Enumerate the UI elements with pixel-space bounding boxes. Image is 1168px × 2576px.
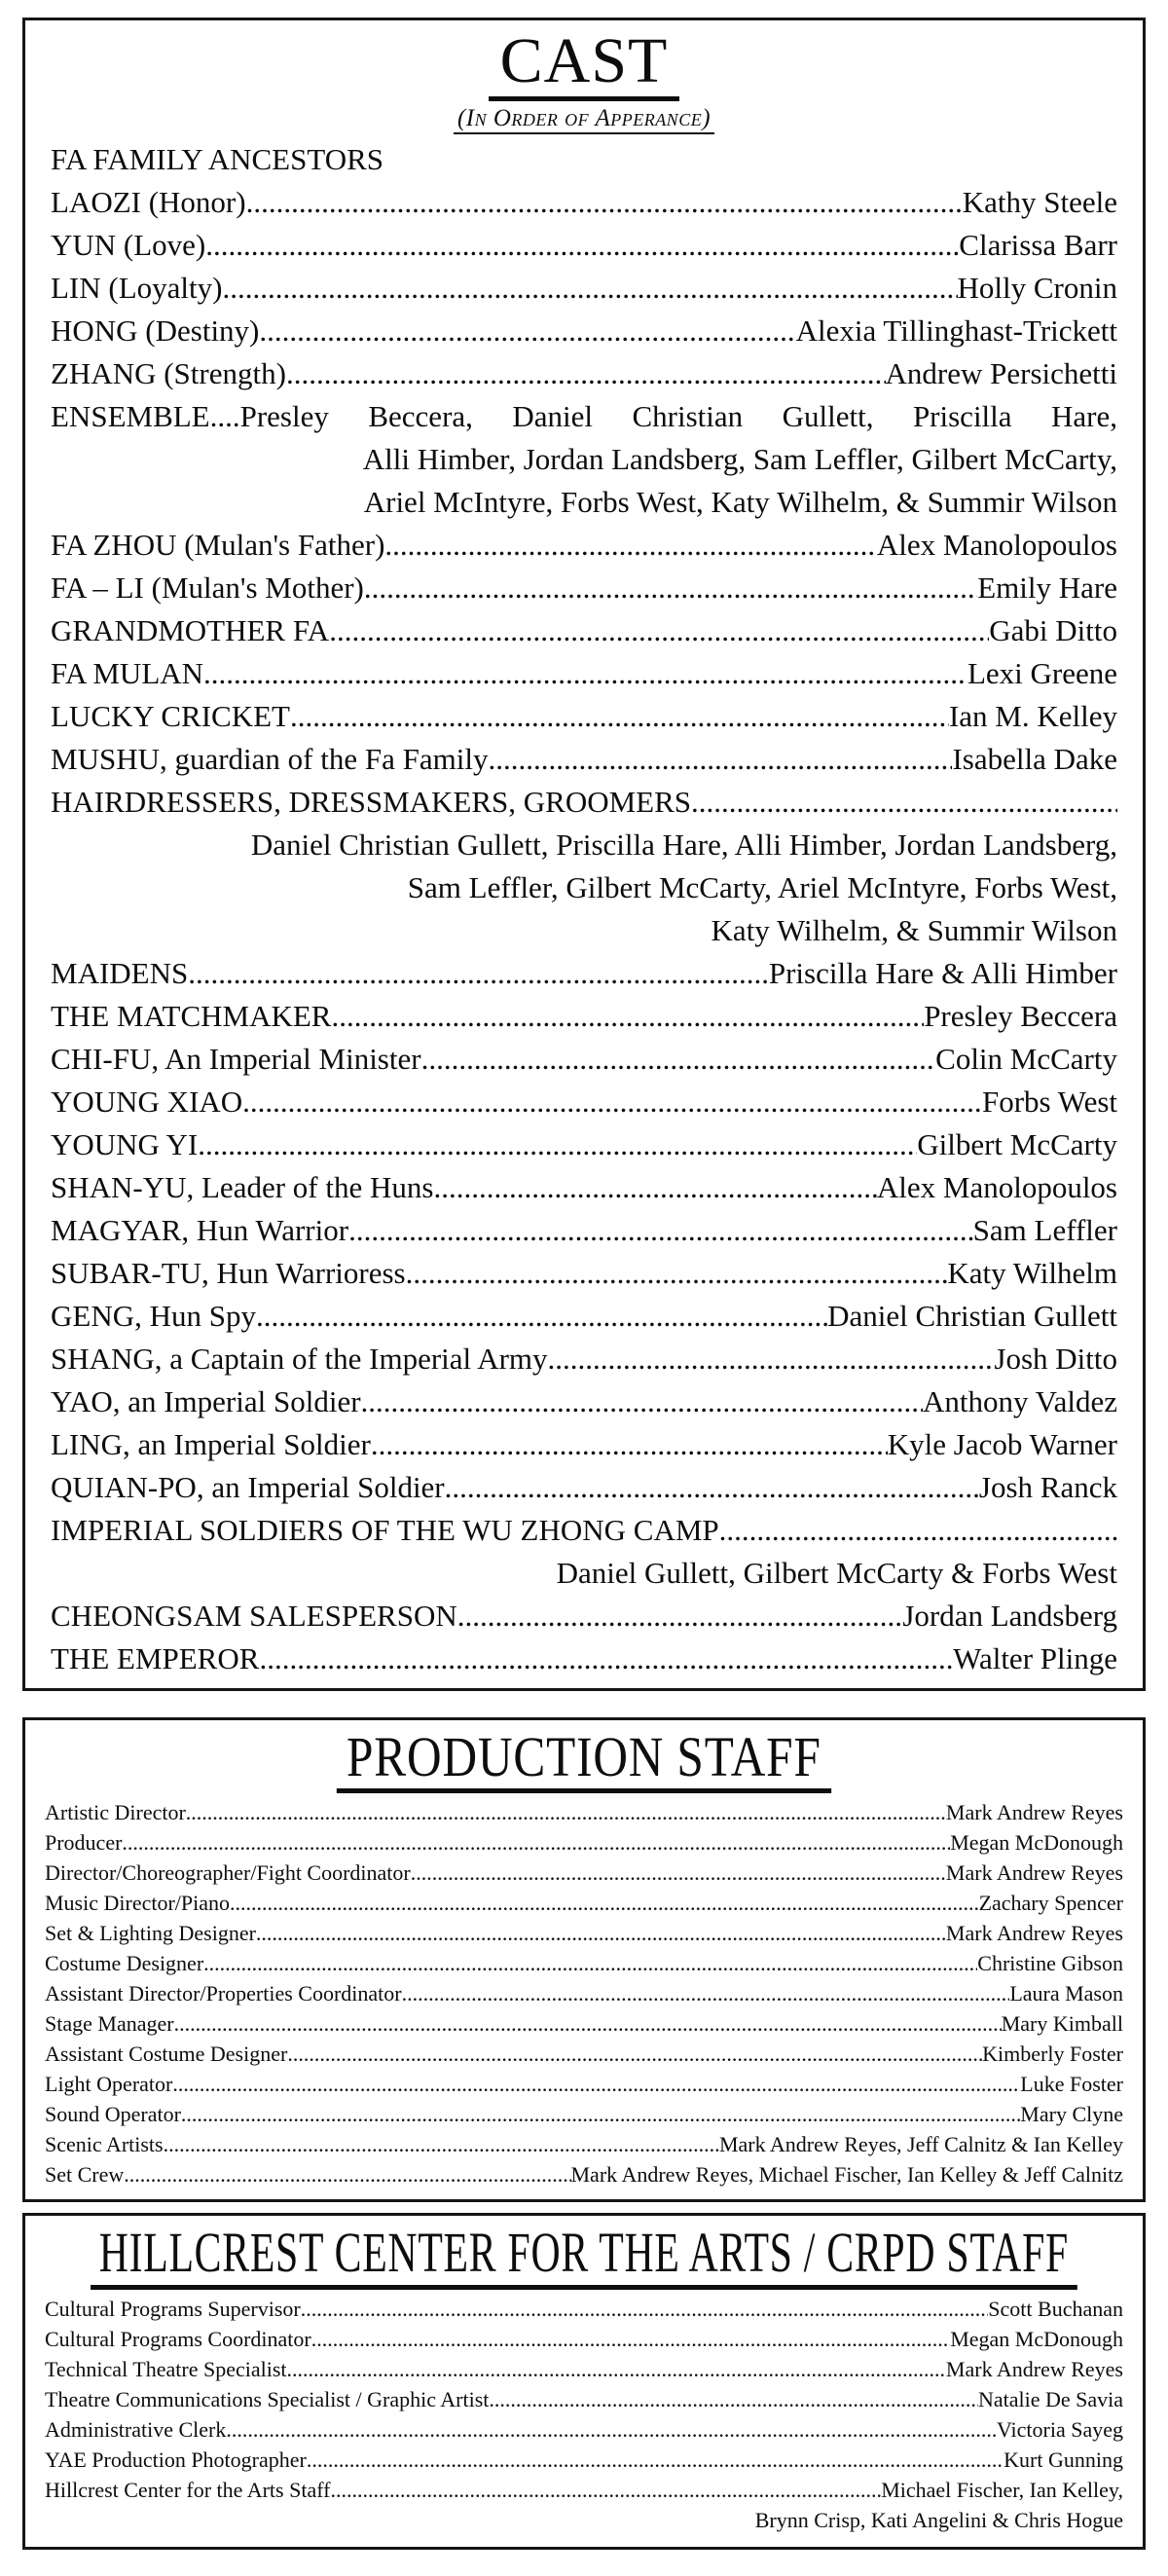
actor-name: Katy Wilhelm	[947, 1256, 1117, 1291]
credit-row	[45, 1797, 1123, 1827]
role-label: Sound Operator	[45, 2102, 181, 2127]
role-label: Set Crew	[45, 2162, 125, 2188]
continuation-line: Brynn Crisp, Kati Angelini & Chris Hogue	[754, 2507, 1123, 2532]
dot-leader	[307, 2445, 1004, 2475]
actor-name: Presley Beccera	[924, 999, 1117, 1034]
actor-name: Alex Manolopoulos	[876, 1170, 1117, 1205]
credit-row	[45, 2069, 1123, 2099]
actor-name: Clarissa Barr	[959, 228, 1117, 263]
credit-row	[51, 1295, 1117, 1338]
continuation-line: ENSEMBLE....Presley Beccera, Daniel Christian Gullett, Priscilla Hare,	[51, 399, 1117, 434]
dot-leader	[122, 1827, 950, 1858]
credit-row	[45, 2099, 1123, 2129]
continuation-line: Ariel McIntyre, Forbs West, Katy Wilhelm, & Summir Wilson	[363, 485, 1117, 520]
role-label: GRANDMOTHER FA	[51, 613, 330, 648]
actor-name: Mark Andrew Reyes, Jeff Calnitz & Ian Kelley	[718, 2132, 1123, 2157]
dot-leader	[181, 2099, 1020, 2129]
credit-row	[51, 1509, 1117, 1552]
dot-leader	[445, 1466, 979, 1509]
dot-leader	[164, 2129, 719, 2159]
dot-leader	[433, 1166, 876, 1209]
dot-leader	[364, 567, 977, 609]
actor-name: Josh Ditto	[994, 1342, 1117, 1377]
actor-name: Sam Leffler	[972, 1213, 1117, 1248]
role-label: SUBAR-TU, Hun Warrioress	[51, 1256, 406, 1291]
cast-subtitle: (In Order of Apperance)	[454, 105, 714, 134]
actor-name: Andrew Persichetti	[885, 356, 1117, 391]
dot-leader	[259, 1638, 953, 1680]
actor-name: Ian M. Kelley	[948, 699, 1117, 734]
credit-row	[51, 781, 1117, 824]
actor-name: Mark Andrew Reyes	[945, 1860, 1123, 1886]
actor-name: Anthony Valdez	[922, 1384, 1117, 1419]
role-label: SHANG, a Captain of the Imperial Army	[51, 1342, 548, 1377]
credit-row	[51, 1595, 1117, 1638]
cast-title-wrap	[51, 25, 1117, 101]
credit-row	[45, 2414, 1123, 2445]
actor-name: Alexia Tillinghast-Trickett	[795, 313, 1117, 349]
credit-row	[51, 695, 1117, 738]
credit-row	[45, 1978, 1123, 2008]
actor-name: Christine Gibson	[977, 1951, 1123, 1976]
dot-leader	[186, 1797, 946, 1827]
credit-row	[51, 1338, 1117, 1380]
dot-leader	[124, 2159, 570, 2190]
actor-name: Josh Ranck	[978, 1470, 1117, 1505]
actor-name: Colin McCarty	[935, 1042, 1117, 1077]
dot-leader	[402, 1978, 1010, 2008]
credit-row	[51, 652, 1117, 695]
program-content	[22, 18, 1146, 2550]
dot-leader	[384, 524, 876, 567]
credit-row	[45, 2445, 1123, 2475]
actor-name: Luke Foster	[1020, 2072, 1123, 2097]
role-label: Hillcrest Center for the Arts Staff	[45, 2477, 331, 2502]
dot-leader	[691, 781, 1117, 824]
role-label: Cultural Programs Supervisor	[45, 2296, 301, 2321]
actor-name: Kurt Gunning	[1004, 2447, 1123, 2472]
continuation-line: Katy Wilhelm, & Summir Wilson	[711, 913, 1117, 948]
role-label: IMPERIAL SOLDIERS OF THE WU ZHONG CAMP	[51, 1513, 719, 1548]
dot-leader	[205, 224, 959, 267]
hillcrest-staff-title: HILLCREST CENTER FOR THE ARTS / CRPD STAFF	[91, 2224, 1077, 2289]
actor-name: Emily Hare	[977, 570, 1117, 606]
role-label: THE EMPEROR	[51, 1641, 260, 1676]
credit-row	[45, 1888, 1123, 1918]
production-title-wrap	[45, 1725, 1123, 1793]
actor-name: Daniel Christian Gullett	[827, 1299, 1117, 1334]
dot-leader	[287, 2039, 982, 2069]
hillcrest-staff-list	[45, 2294, 1123, 2535]
actor-name: Natalie De Savia	[977, 2386, 1123, 2411]
role-label: LIN (Loyalty)	[51, 271, 223, 306]
dot-leader	[242, 1081, 982, 1123]
credit-row	[51, 1466, 1117, 1509]
credit-row	[51, 1209, 1117, 1252]
role-label: YAO, an Imperial Soldier	[51, 1384, 361, 1419]
actor-name: Gilbert McCarty	[917, 1127, 1117, 1162]
actor-name: Lexi Greene	[967, 656, 1117, 691]
production-staff-list	[45, 1797, 1123, 2190]
credit-row	[45, 2475, 1123, 2505]
role-label: LUCKY CRICKET	[51, 699, 290, 734]
actor-name: Mark Andrew Reyes	[945, 1800, 1123, 1825]
dot-leader	[172, 2069, 1020, 2099]
credit-row	[51, 1252, 1117, 1295]
actor-name: Isabella Dake	[952, 742, 1117, 777]
dot-leader	[488, 738, 952, 781]
cast-section	[22, 18, 1146, 1691]
dot-leader	[406, 1252, 948, 1295]
role-label: HAIRDRESSERS, DRESSMAKERS, GROOMERS	[51, 785, 692, 820]
actor-name: Kyle Jacob Warner	[887, 1427, 1117, 1462]
credit-row	[51, 181, 1117, 224]
actor-name: Forbs West	[981, 1085, 1117, 1120]
credit-row	[51, 952, 1117, 995]
actor-name: Megan McDonough	[950, 1830, 1123, 1856]
credit-row	[51, 267, 1117, 310]
role-label: GENG, Hun Spy	[51, 1299, 256, 1334]
continuation-line: Daniel Christian Gullett, Priscilla Hare, Alli Himber, Jordan Landsberg,	[250, 828, 1117, 863]
actor-name: Kathy Steele	[962, 185, 1117, 220]
credit-row	[45, 2159, 1123, 2190]
role-label: Theatre Communications Specialist / Graphic Artist	[45, 2386, 490, 2411]
role-label: HONG (Destiny)	[51, 313, 260, 349]
hillcrest-staff-section	[22, 2213, 1146, 2549]
credit-row	[51, 1166, 1117, 1209]
hillcrest-title-wrap	[45, 2221, 1123, 2289]
credit-row	[51, 1423, 1117, 1466]
cast-title: CAST	[489, 28, 680, 101]
dot-leader	[489, 2384, 978, 2414]
credit-row	[51, 224, 1117, 267]
actor-name: Alex Manolopoulos	[876, 528, 1117, 563]
dot-leader	[230, 1888, 979, 1918]
production-staff-title: PRODUCTION STAFF	[337, 1728, 831, 1793]
actor-name: Mary Kimball	[1001, 2011, 1123, 2037]
continuation-line: Sam Leffler, Gilbert McCarty, Ariel McIntyre, Forbs West,	[407, 870, 1117, 905]
role-label: Cultural Programs Coordinator	[45, 2326, 311, 2351]
role-label: Producer	[45, 1830, 123, 1856]
credit-row	[51, 995, 1117, 1038]
credit-row	[51, 352, 1117, 395]
role-label: YAE Production Photographer	[45, 2447, 307, 2472]
role-label: Set & Lighting Designer	[45, 1921, 256, 1946]
credit-row	[45, 2008, 1123, 2039]
actor-name: Scott Buchanan	[988, 2296, 1123, 2321]
role-label: FA MULAN	[51, 656, 204, 691]
role-label: YOUNG XIAO	[51, 1085, 243, 1120]
credit-row	[45, 1827, 1123, 1858]
role-label: FA – LI (Mulan's Mother)	[51, 570, 364, 606]
credit-row	[51, 609, 1117, 652]
credit-row	[51, 1380, 1117, 1423]
dot-leader	[203, 652, 967, 695]
role-label: Assistant Costume Designer	[45, 2042, 288, 2067]
role-label: FA ZHOU (Mulan's Father)	[51, 528, 385, 563]
dot-leader	[256, 1295, 827, 1338]
role-label: Administrative Clerk	[45, 2416, 227, 2442]
role-label: YUN (Love)	[51, 228, 206, 263]
credit-row	[51, 738, 1117, 781]
credit-row	[45, 1858, 1123, 1888]
dot-leader	[246, 181, 963, 224]
role-label: MAIDENS	[51, 956, 189, 991]
role-label: Scenic Artists	[45, 2132, 164, 2157]
dot-leader	[548, 1338, 995, 1380]
credit-row	[51, 524, 1117, 567]
role-label: Artistic Director	[45, 1800, 186, 1825]
dot-leader	[361, 1380, 923, 1423]
credit-row	[45, 1948, 1123, 1978]
cast-subtitle-wrap	[51, 105, 1117, 134]
dot-leader	[198, 1123, 917, 1166]
actor-name: Kimberly Foster	[982, 2042, 1123, 2067]
credit-row	[51, 1081, 1117, 1123]
role-label: Music Director/Piano	[45, 1891, 231, 1916]
credit-row	[51, 1123, 1117, 1166]
dot-leader	[331, 995, 924, 1038]
dot-leader	[174, 2008, 1002, 2039]
actor-name: Michael Fischer, Ian Kelley,	[881, 2477, 1123, 2502]
dot-leader	[371, 1423, 888, 1466]
actor-name: Priscilla Hare & Alli Himber	[768, 956, 1117, 991]
credit-row	[45, 2294, 1123, 2324]
continuation-line: Alli Himber, Jordan Landsberg, Sam Leffler, Gilbert McCarty,	[362, 442, 1117, 477]
role-label: Assistant Director/Properties Coordinator	[45, 1981, 402, 2006]
actor-name: Holly Cronin	[957, 271, 1117, 306]
credit-row	[45, 2039, 1123, 2069]
dot-leader	[222, 267, 957, 310]
credit-row	[45, 1918, 1123, 1948]
dot-leader	[256, 1918, 946, 1948]
dot-leader	[290, 695, 949, 738]
credit-row	[45, 2354, 1123, 2384]
actor-name: Victoria Sayeg	[996, 2416, 1123, 2442]
dot-leader	[348, 1209, 973, 1252]
role-label: QUIAN-PO, an Imperial Soldier	[51, 1470, 445, 1505]
role-label: Stage Manager	[45, 2011, 174, 2037]
actor-name: Laura Mason	[1009, 1981, 1123, 2006]
role-label: Light Operator	[45, 2072, 173, 2097]
actor-name: Mary Clyne	[1020, 2102, 1123, 2127]
credit-row	[45, 2384, 1123, 2414]
role-label: LAOZI (Honor)	[51, 185, 246, 220]
credit-row	[51, 1038, 1117, 1081]
dot-leader	[421, 1038, 936, 1081]
role-label: CHI-FU, An Imperial Minister	[51, 1042, 421, 1077]
dot-leader	[457, 1595, 903, 1638]
actor-name: Megan McDonough	[950, 2326, 1123, 2351]
role-label: THE MATCHMAKER	[51, 999, 332, 1034]
role-label: YOUNG YI	[51, 1127, 199, 1162]
actor-name: Mark Andrew Reyes	[945, 1921, 1123, 1946]
dot-leader	[330, 2475, 881, 2505]
actor-name: Jordan Landsberg	[902, 1599, 1117, 1634]
actor-name: Zachary Spencer	[978, 1891, 1123, 1916]
credit-row	[45, 2324, 1123, 2354]
role-label: Costume Designer	[45, 1951, 204, 1976]
actor-name: Mark Andrew Reyes	[945, 2356, 1123, 2381]
dot-leader	[259, 310, 795, 352]
dot-leader	[311, 2324, 950, 2354]
actor-name: Gabi Ditto	[989, 613, 1117, 648]
dot-leader	[188, 952, 769, 995]
dot-leader	[329, 609, 989, 652]
role-label: Director/Choreographer/Fight Coordinator	[45, 1860, 411, 1886]
cast-credit-list	[51, 138, 1117, 1680]
production-staff-section	[22, 1717, 1146, 2202]
credit-row	[45, 2129, 1123, 2159]
dot-leader	[287, 2354, 946, 2384]
role-label: ZHANG (Strength)	[51, 356, 286, 391]
actor-name: Mark Andrew Reyes, Michael Fischer, Ian Kelley & Jeff Calnitz	[570, 2162, 1123, 2188]
dot-leader	[301, 2294, 989, 2324]
role-label: MAGYAR, Hun Warrior	[51, 1213, 349, 1248]
role-label: MUSHU, guardian of the Fa Family	[51, 742, 489, 777]
role-label: CHEONGSAM SALESPERSON	[51, 1599, 457, 1634]
actor-name: Walter Plinge	[953, 1641, 1117, 1676]
group-heading: FA FAMILY ANCESTORS	[51, 142, 383, 177]
dot-leader	[719, 1509, 1117, 1552]
dot-leader	[286, 352, 886, 395]
credit-row	[51, 567, 1117, 609]
dot-leader	[411, 1858, 946, 1888]
role-label: LING, an Imperial Soldier	[51, 1427, 371, 1462]
dot-leader	[226, 2414, 997, 2445]
dot-leader	[203, 1948, 977, 1978]
role-label: SHAN-YU, Leader of the Huns	[51, 1170, 434, 1205]
role-label: Technical Theatre Specialist	[45, 2356, 287, 2381]
credit-row	[51, 1638, 1117, 1680]
continuation-line: Daniel Gullett, Gilbert McCarty & Forbs West	[556, 1556, 1117, 1591]
credit-row	[51, 310, 1117, 352]
